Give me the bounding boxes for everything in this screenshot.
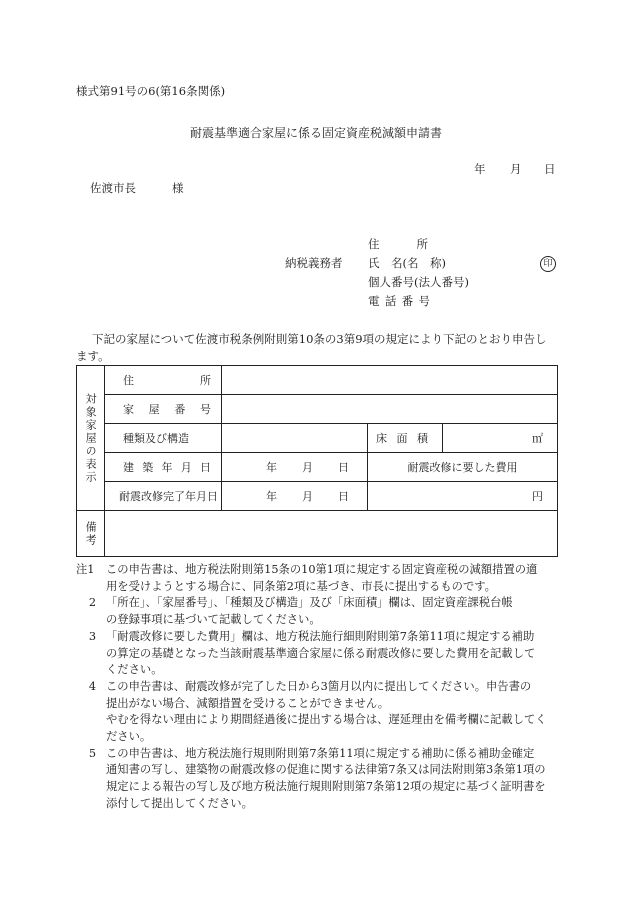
- taxpayer-address-label: 住 所: [368, 237, 428, 251]
- yen-unit: 円: [532, 490, 544, 503]
- form-number: 様式第91号の6(第16条関係): [76, 84, 226, 98]
- date-month: 月: [510, 162, 522, 176]
- floor-area-unit: ㎡: [532, 432, 544, 445]
- cost-label: 耐震改修に要した費用: [368, 453, 558, 482]
- phone-label: 電 話 番 号: [368, 294, 430, 308]
- section-label-cell: [77, 366, 105, 511]
- note-1: 注1 この申告書は、地方税法附則第15条の10第1項に規定する固定資産税の減額措置の適 用を受けようとする場合に、同条第2項に基づき、市長に提出するものです。: [76, 563, 538, 593]
- individual-number-label: 個人番号(法人番号): [368, 275, 469, 289]
- floor-area-value[interactable]: [443, 424, 558, 453]
- note-5: 5 この申告書は、地方税法施行規則附則第7条第11項に規定する補助に係る補助金確定 通知書の写し、建築物の耐震改修の促進に関する法律第7条又は同法附則第3条第1項の 規定による報告の写し及び地方税法施行規則附則第7条第12項の規定に基づく証明書を 添付して提出してください。: [88, 746, 546, 810]
- note-3: 3 「耐震改修に要した費用」欄は、地方税法施行細則附則第7条第11項に規定する補助 の算定の基礎となった当該耐震基準適合家屋に係る耐震改修に要した費用を記載して ください。: [88, 629, 536, 677]
- address-label: 住 所: [105, 366, 222, 395]
- house-number-value[interactable]: [222, 395, 558, 424]
- remarks-value[interactable]: [105, 511, 558, 557]
- property-table: [76, 365, 558, 557]
- note-2: 2 「所在」、「家屋番号」、「種類及び構造」及び「床面積」欄は、固定資産課税台帳 の登録事項に基づいて記載してください。: [88, 596, 513, 627]
- remarks-label-cell: [77, 511, 105, 557]
- build-date-label: 建 築 年 月 日: [105, 453, 222, 482]
- type-structure-label: 種類及び構造: [105, 424, 222, 453]
- date-year: 年: [474, 162, 486, 176]
- type-structure-value[interactable]: [222, 424, 368, 453]
- completion-date-value[interactable]: 年 月 日: [222, 482, 368, 511]
- section-label: 対象家屋の表示: [84, 392, 98, 484]
- notes: [76, 562, 560, 813]
- build-date-value[interactable]: 年 月 日: [222, 453, 368, 482]
- remarks-label: 備考: [84, 520, 98, 547]
- addressee-name: 佐渡市長: [90, 181, 136, 195]
- floor-area-label: 床 面 積: [368, 424, 443, 453]
- addressee-honorific: 様: [172, 181, 184, 195]
- address-value[interactable]: [222, 366, 558, 395]
- note-4: 4 この申告書は、耐震改修が完了した日から3箇月以内に提出してください。申告書の 提出がない場合、減額措置を受けることができません。 やむを得ない理由により期間経過後に提出する場合は、遅延理由を備考欄に記載してく ださい。: [88, 679, 547, 744]
- taxpayer-label: 納税義務者: [285, 256, 343, 270]
- intro-line-1: 下記の家屋について佐渡市税条例附則第10条の3第9項の規定により下記のとおり申告し: [92, 332, 547, 346]
- seal-mark: 印: [540, 256, 556, 272]
- house-number-label: 家 屋 番 号: [105, 395, 222, 424]
- page-title: 耐震基準適合家屋に係る固定資産税減額申請書: [190, 126, 443, 140]
- cost-value[interactable]: [368, 482, 558, 511]
- completion-date-label: 耐震改修完了年月日: [105, 482, 222, 511]
- intro-line-2: ます。: [76, 349, 110, 363]
- taxpayer-name-label: 氏 名(名 称): [368, 256, 446, 270]
- date-day: 日: [544, 162, 556, 176]
